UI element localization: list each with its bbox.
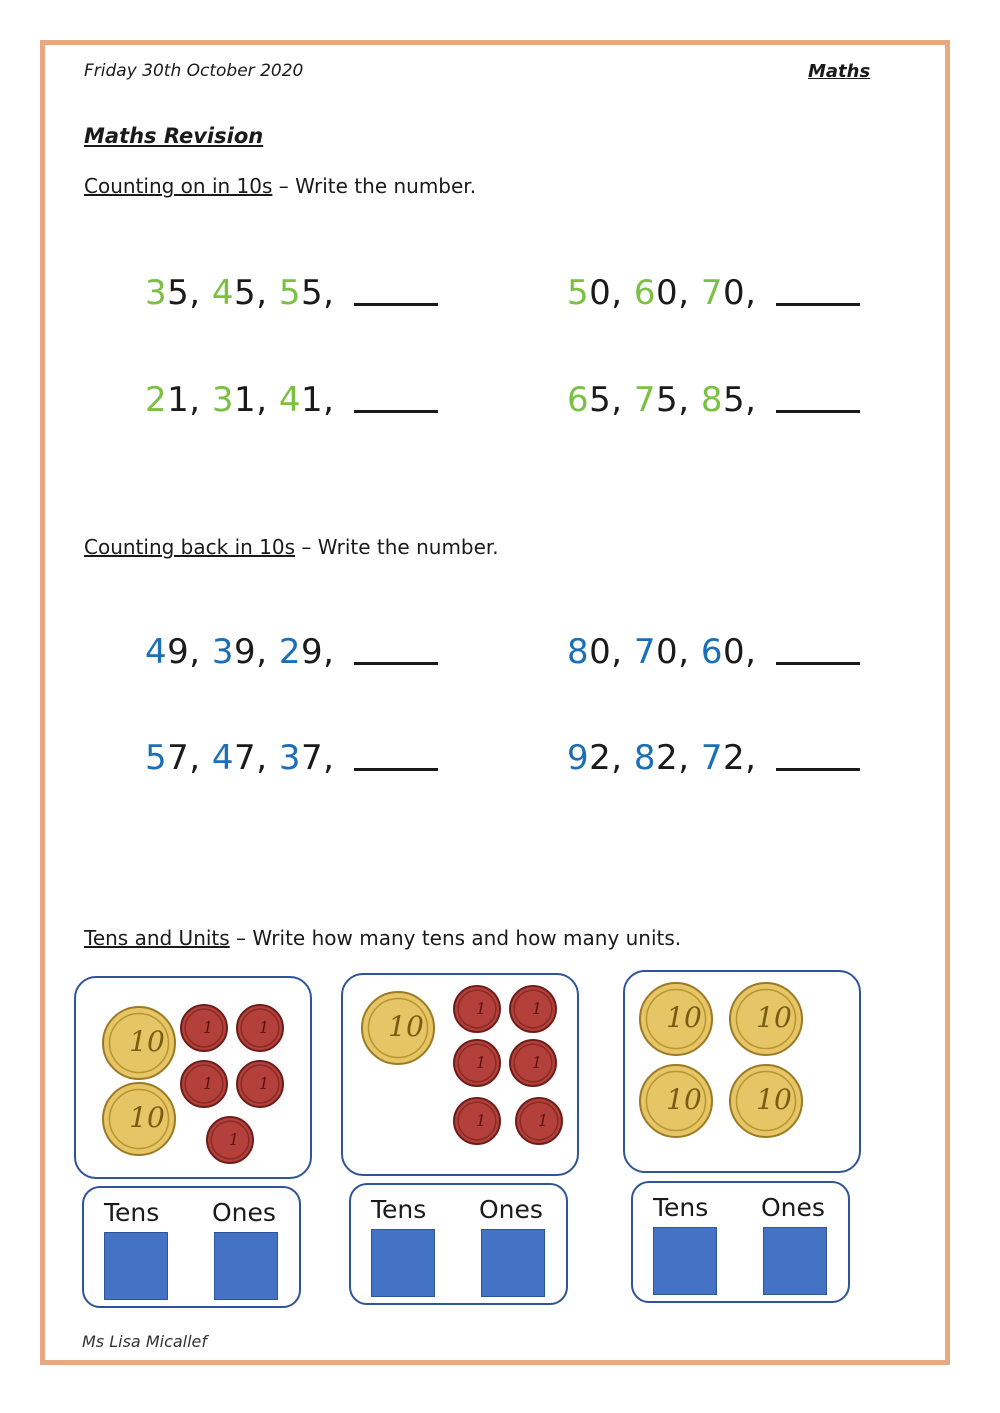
ten-cent-coin-icon [639,982,713,1060]
sequence-row: 65, 75, 85, [567,380,860,420]
one-cent-coin-icon [180,1004,228,1056]
tens-label: Tens [371,1195,427,1224]
answer-blank[interactable] [354,275,438,306]
one-cent-coin-icon [236,1060,284,1112]
sequence-number: 37 [278,738,324,778]
tens-answer-field[interactable] [653,1227,717,1295]
subject-label: Maths [808,61,871,82]
svg-text:1: 1 [202,1018,214,1037]
one-cent-coin-icon [509,985,557,1037]
svg-text:1: 1 [531,1053,543,1072]
tens-units-heading [84,926,681,950]
one-cent-coin-icon [236,1004,284,1056]
sequence-row: 49, 39, 29, [145,632,438,672]
sequence-number: 75 [633,380,679,420]
one-cent-coin-icon [509,1039,557,1091]
one-cent-coin-icon [453,1097,501,1149]
svg-text:1: 1 [537,1111,549,1130]
ones-label: Ones [761,1193,825,1222]
svg-text:10: 10 [129,1101,165,1134]
ones-answer-field[interactable] [763,1227,827,1295]
sequence-number: 57 [145,738,190,778]
ones-label: Ones [479,1195,543,1224]
tens-units-heading-label: Tens and Units [84,926,230,950]
svg-text:1: 1 [258,1018,270,1037]
counting-back-heading-label: Counting back in 10s [84,535,296,559]
ten-cent-coin-icon [361,991,435,1069]
one-cent-coin-icon [515,1097,563,1149]
tens-label: Tens [104,1198,160,1227]
sequence-number: 41 [278,380,324,420]
answer-box [631,1181,850,1303]
answer-blank[interactable] [776,740,860,771]
answer-blank[interactable] [776,634,860,665]
counting-on-instruction: – Write the number. [272,174,477,198]
sequence-number: 50 [567,273,612,313]
svg-text:10: 10 [666,1001,702,1034]
ten-cent-coin-icon [102,1082,176,1160]
sequence-row: 21, 31, 41, [145,380,438,420]
answer-blank[interactable] [776,275,860,306]
answer-blank[interactable] [776,382,860,413]
sequence-number: 70 [700,273,746,313]
sequence-number: 29 [278,632,324,672]
counting-back-instruction: – Write the number. [295,535,499,559]
sequence-number: 60 [700,632,746,672]
svg-text:1: 1 [228,1130,240,1149]
ten-cent-coin-icon [729,1064,803,1142]
ten-cent-coin-icon [102,1006,176,1084]
svg-text:1: 1 [531,999,543,1018]
ten-cent-coin-icon [729,982,803,1060]
ones-answer-field[interactable] [481,1229,545,1297]
author-name: Ms Lisa Micallef [82,1332,208,1351]
svg-text:1: 1 [475,1111,487,1130]
svg-text:1: 1 [202,1074,214,1093]
sequence-number: 21 [145,380,190,420]
sequence-number: 47 [211,738,257,778]
sequence-number: 72 [700,738,746,778]
sequence-number: 92 [567,738,612,778]
counting-on-heading-label: Counting on in 10s [84,174,273,198]
answer-blank[interactable] [354,382,438,413]
svg-text:10: 10 [388,1010,424,1043]
sequence-row: 80, 70, 60, [567,632,860,672]
coin-box [341,973,579,1176]
sequence-number: 65 [567,380,612,420]
svg-text:1: 1 [475,1053,487,1072]
sequence-number: 82 [633,738,679,778]
tens-label: Tens [653,1193,709,1222]
ten-cent-coin-icon [639,1064,713,1142]
ones-answer-field[interactable] [214,1232,278,1300]
sequence-row: 92, 82, 72, [567,738,860,778]
tens-units-instruction: – Write how many tens and how many units. [229,926,682,950]
counting-on-heading [84,174,476,198]
svg-text:10: 10 [666,1083,702,1116]
coin-box [623,970,861,1173]
sequence-number: 85 [700,380,746,420]
svg-text:10: 10 [129,1025,165,1058]
sequence-number: 70 [633,632,679,672]
answer-blank[interactable] [354,634,438,665]
tens-answer-field[interactable] [104,1232,168,1300]
sequence-number: 55 [278,273,324,313]
svg-text:1: 1 [258,1074,270,1093]
one-cent-coin-icon [206,1116,254,1168]
answer-box [349,1183,568,1305]
sequence-number: 60 [633,273,679,313]
date-text: Friday 30th October 2020 [84,61,304,81]
sequence-row: 35, 45, 55, [145,273,438,313]
answer-box [82,1186,301,1308]
sequence-number: 31 [211,380,257,420]
ones-label: Ones [212,1198,276,1227]
page-title: Maths Revision [84,124,264,148]
one-cent-coin-icon [453,1039,501,1091]
counting-back-heading [84,535,499,559]
sequence-number: 49 [145,632,190,672]
coin-box [74,976,312,1179]
answer-blank[interactable] [354,740,438,771]
svg-text:1: 1 [475,999,487,1018]
sequence-row: 50, 60, 70, [567,273,860,313]
sequence-number: 45 [211,273,257,313]
sequence-number: 35 [145,273,190,313]
one-cent-coin-icon [453,985,501,1037]
sequence-row: 57, 47, 37, [145,738,438,778]
svg-text:10: 10 [756,1083,792,1116]
sequence-number: 39 [211,632,257,672]
one-cent-coin-icon [180,1060,228,1112]
tens-answer-field[interactable] [371,1229,435,1297]
svg-text:10: 10 [756,1001,792,1034]
sequence-number: 80 [567,632,612,672]
